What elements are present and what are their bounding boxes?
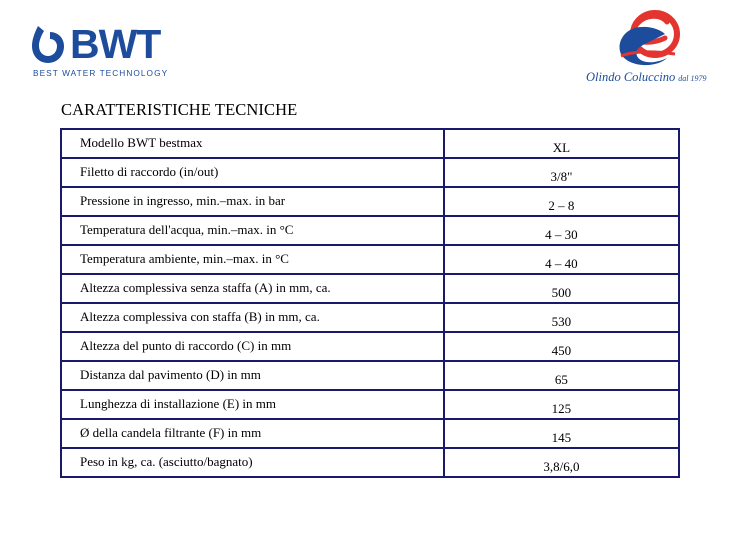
table-row: [61, 274, 679, 303]
specifications-table: [60, 128, 680, 478]
spec-value: 145: [444, 419, 679, 448]
table-row: [61, 332, 679, 361]
table-row: [61, 390, 679, 419]
table-row: [61, 303, 679, 332]
table-row: [61, 361, 679, 390]
spec-label: Temperatura ambiente, min.–max. in °C: [61, 245, 444, 274]
coluccino-logo-suffix: dal 1979: [678, 74, 707, 83]
spec-label: Altezza del punto di raccordo (C) in mm: [61, 332, 444, 361]
spec-label: Distanza dal pavimento (D) in mm: [61, 361, 444, 390]
bwt-logo-wordmark: BWT: [70, 21, 161, 67]
spec-label: Modello BWT bestmax: [61, 129, 444, 158]
spec-label: Peso in kg, ca. (asciutto/bagnato): [61, 448, 444, 477]
table-row: [61, 129, 679, 158]
table-row: [61, 216, 679, 245]
spec-value: 65: [444, 361, 679, 390]
spec-label: Lunghezza di installazione (E) in mm: [61, 390, 444, 419]
table-row: [61, 158, 679, 187]
table-row: [61, 419, 679, 448]
section-title: CARATTERISTICHE TECNICHE: [61, 100, 298, 119]
coluccino-logo-name: Olindo Coluccino: [586, 70, 676, 84]
spec-value: 4 – 30: [444, 216, 679, 245]
spec-label: Pressione in ingresso, min.–max. in bar: [61, 187, 444, 216]
spec-label: Ø della candela filtrante (F) in mm: [61, 419, 444, 448]
coluccino-swirl-logo-icon: [615, 10, 681, 70]
spec-label: Altezza complessiva con staffa (B) in mm, ca.: [61, 303, 444, 332]
spec-label: Altezza complessiva senza staffa (A) in mm, ca.: [61, 274, 444, 303]
table-row: [61, 448, 679, 477]
table-row: [61, 245, 679, 274]
spec-value: 500: [444, 274, 679, 303]
bwt-drop-logo-icon: [30, 24, 66, 64]
spec-value: 450: [444, 332, 679, 361]
spec-value: 2 – 8: [444, 187, 679, 216]
table-row: [61, 187, 679, 216]
coluccino-logo: [582, 8, 712, 90]
coluccino-logo-text: [586, 70, 706, 85]
bwt-logo-tagline: BEST WATER TECHNOLOGY: [33, 68, 169, 78]
spec-value: 3,8/6,0: [444, 448, 679, 477]
spec-value: 4 – 40: [444, 245, 679, 274]
spec-label: Filetto di raccordo (in/out): [61, 158, 444, 187]
spec-value: XL: [444, 129, 679, 158]
spec-value: 125: [444, 390, 679, 419]
spec-label: Temperatura dell'acqua, min.–max. in °C: [61, 216, 444, 245]
specifications-table-body: [61, 129, 679, 477]
spec-value: 3/8": [444, 158, 679, 187]
spec-value: 530: [444, 303, 679, 332]
bwt-logo: [30, 21, 180, 80]
